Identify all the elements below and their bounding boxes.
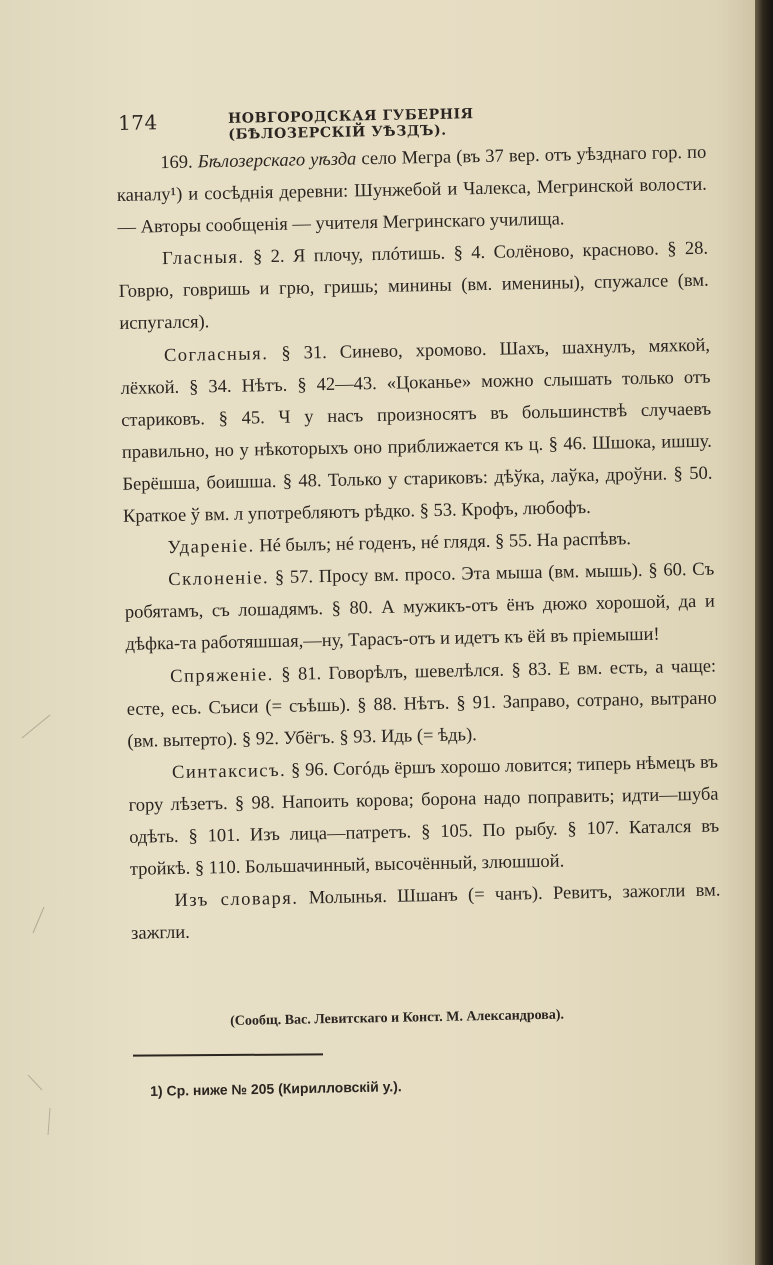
section-label-vowels: Гласныя.	[161, 247, 245, 270]
section-text-stress: Нé былъ; нé годенъ, нé глядя. § 55. На распѣвъ.	[259, 529, 632, 557]
section-text-vowels: § 2. Я плочу, плóтишь. § 4. Солёново, красново. § 28. Говрю, говришь и грю, гришь; минины (вм. именины), спужалсе (вм. испугался).	[118, 238, 709, 335]
credit-line: (Сообщ. Вас. Левитскаго и Конст. М. Александрова).	[230, 1007, 565, 1029]
section-text-dictionary: Молынья. Шшанъ (= чанъ). Ревитъ, зажогли вм. зажгли.	[130, 880, 721, 945]
section-label-stress: Удареніе.	[167, 536, 255, 559]
section-text-syntax: § 96. Согóдь ёршъ хорошо ловится; типерь нѣмецъ въ гору лѣзетъ. § 98. Напоить корова; борона надо поправить; идти—шуба одѣть. § 101. Изъ лица—патретъ. § 105. По рыбу. § 107. Катался въ тройкѣ. § 110. Большачинный, высочённый, злюшшой.	[128, 752, 720, 880]
book-spine-shadow	[755, 0, 773, 1265]
entry-intro: село Мегра (въ 37 вер. отъ уѣзднаго гор. по каналу¹) и сосѣднія деревни: Шунжебой и Чалекса, Мегринской волости. — Авторы сообщенія — учителя Мегринскаго училища.	[116, 142, 708, 239]
section-label-consonants: Согласныя.	[163, 343, 269, 366]
pencil-mark	[22, 715, 50, 738]
conjugation-paragraph	[126, 650, 718, 758]
footnote: 1) Ср. ниже № 205 (Кирилловскій у.).	[150, 1078, 402, 1099]
section-label-conjugation: Спряженіе.	[169, 664, 274, 687]
footnote-divider	[133, 1053, 323, 1056]
section-label-dictionary: Изъ словаря.	[174, 888, 299, 912]
pencil-mark	[28, 1075, 42, 1090]
section-text-conjugation: § 81. Говорѣлъ, шевелѣлся. § 83. Е вм. есть, а чаще: есте, есь. Съиси (= съѣшь). § 88. Нѣтъ. § 91. Заправо, сотрано, вытрано (вм. вытерто). § 92. Убёгъ. § 93. Идь (= ѣдь).	[126, 656, 717, 752]
section-text-declension: § 57. Просу вм. просо. Эта мыша (вм. мышь). § 60. Съ робятамъ, съ лошадямъ. § 80. А мужикъ-отъ ёнъ дюжо хорошой, да и дѣфка-та работяшшая,—ну, Тарасъ-отъ и идетъ къ ёй въ пріемыши!	[124, 559, 716, 656]
syntax-paragraph	[128, 746, 720, 886]
section-text-consonants: § 31. Синево, хромово. Шахъ, шахнулъ, мяхкой, лёхкой. § 34. Нѣтъ. § 42—43. «Цоканье» можно слышать только отъ стариковъ. § 45. Ч у насъ произносятъ въ большинствѣ случаевъ правильно, но у нѣкоторыхъ оно приближается къ ц. § 46. Шшока, ишшу. Берёшша, боишша. § 48. Только у стариковъ: дѣўка, лаўка, дроўни. § 50. Краткое ў вм. л употребляютъ рѣдко. § 53. Крофъ, любофъ.	[120, 335, 713, 527]
running-head: НОВГОРОДСКАЯ ГУБЕРНІЯ (БѢЛОЗЕРСКІЙ УѢЗДЪ).	[227, 106, 474, 143]
dictionary-paragraph	[130, 875, 721, 951]
section-label-declension: Склоненіе.	[168, 568, 270, 591]
vowels-paragraph	[118, 233, 710, 341]
declension-paragraph	[124, 554, 716, 662]
consonants-paragraph	[120, 329, 714, 533]
section-label-syntax: Синтаксисъ.	[171, 760, 287, 783]
page-header	[117, 94, 589, 143]
entry-body	[116, 137, 721, 951]
entry-intro-paragraph	[116, 137, 708, 245]
pencil-mark	[48, 1108, 50, 1135]
page-number: 174	[117, 110, 158, 135]
entry-district: Бѣлозерскаго уѣзда	[197, 149, 357, 173]
pencil-mark	[33, 907, 44, 933]
entry-number: 169.	[160, 152, 193, 174]
